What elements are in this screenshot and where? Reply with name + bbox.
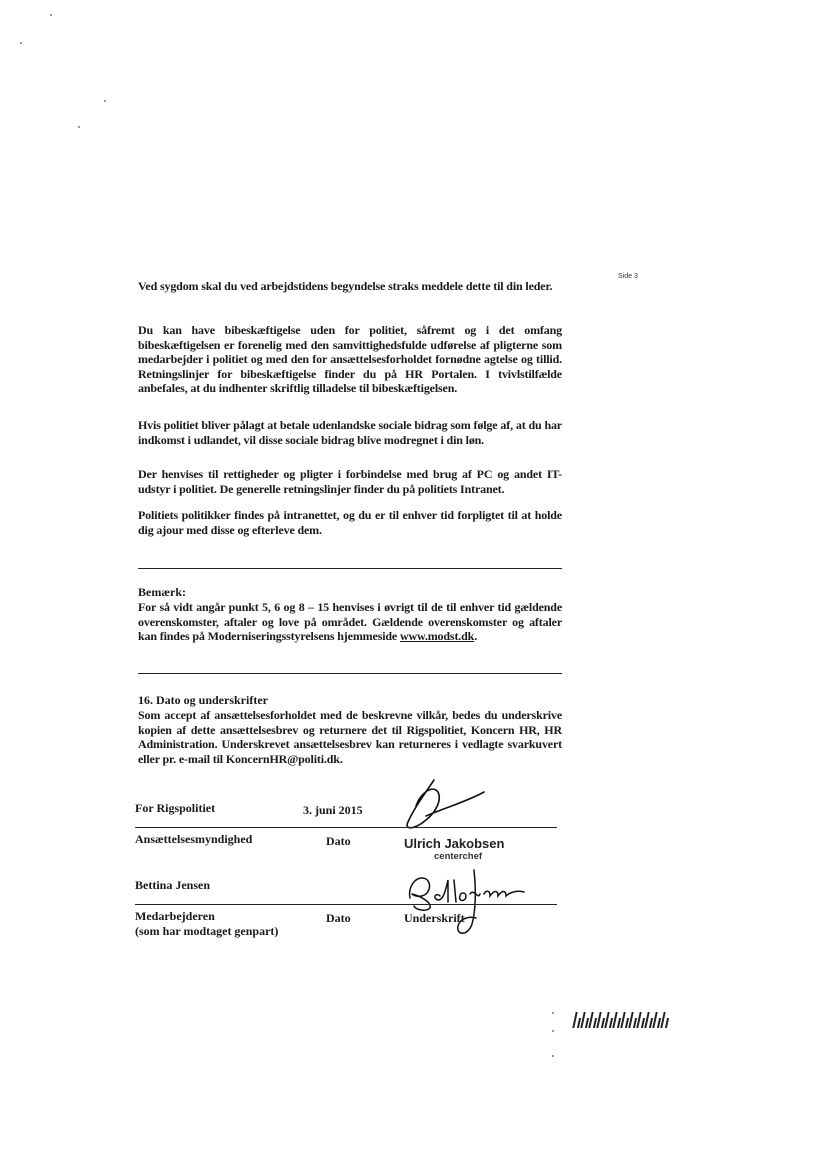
paragraph-sickness: Ved sygdom skal du ved arbejdstidens begyndelse straks meddele dette til din leder.: [138, 279, 553, 293]
divider: [138, 673, 562, 674]
scan-speck: [552, 1030, 554, 1032]
note-text: [138, 600, 562, 644]
note-body: For så vidt angår punkt 5, 6 og 8 – 15 henvises i øvrigt til de til enhver tid gældende overenskomster, aftaler og love på området. Gældende overenskomster og aftaler kan findes på Moderniseringsstyrelsens hjemmeside: [138, 600, 562, 643]
employee-role-note: (som har modtaget genpart): [135, 924, 279, 938]
scan-speck: [104, 100, 106, 102]
employer-date-label: Dato: [326, 834, 351, 848]
page-number: Side 3: [618, 273, 638, 280]
employee-date-label: Dato: [326, 911, 351, 925]
employee-signature-label: Underskrift: [404, 911, 465, 925]
employer-name: For Rigspolitiet: [135, 801, 216, 815]
paragraph-social-contributions: Hvis politiet bliver pålagt at betale udenlandske sociale bidrag som følge af, at du har indkomst i udlandet, vil disse sociale bidrag blive modregnet i din løn.: [138, 418, 562, 447]
note-link-suffix: .: [474, 629, 478, 643]
barcode-stroke: [665, 1018, 669, 1028]
scan-speck: [552, 1012, 554, 1014]
employer-date: 3. juni 2015: [303, 803, 363, 817]
scan-speck: [78, 126, 80, 128]
note-heading: Bemærk:: [138, 585, 186, 599]
barcode-icon: [574, 1012, 674, 1030]
section-16-heading: 16. Dato og underskrifter: [138, 693, 268, 707]
modst-link[interactable]: www.modst.dk: [399, 629, 475, 643]
employer-role-label: Ansættelsesmyndighed: [135, 832, 253, 846]
employee-role-label: Medarbejderen: [135, 909, 215, 923]
employer-signature-line: [135, 827, 557, 828]
employee-signature-line: [135, 904, 557, 905]
paragraph-it-equipment: Der henvises til rettigheder og pligter i forbindelse med brug af PC og andet IT-udstyr i politiet. De generelle retningslinjer finder du på politiets Intranet.: [138, 467, 562, 496]
section-16-text: Som accept af ansættelsesforholdet med de beskrevne vilkår, bedes du underskrive kopien af dette ansættelsesbrev og returnere det til Rigspolitiet, Koncern HR, HR Administration. Underskrevet ansættelsesbrev kan returneres i vedlagte svarkuvert eller pr. e-mail til KoncernHR@politi.dk.: [138, 708, 562, 766]
employer-stamp-name: Ulrich Jakobsen: [404, 836, 505, 851]
paragraph-side-employment: Du kan have bibeskæftigelse uden for politiet, såfremt og i det omfang bibeskæftigelsen er forenelig med den samvittighedsfulde udførelse af pligterne som medarbejder i politiet og med den for ansættelsesforholdet fornødne agtelse og tillid. Retningslinjer for bibeskæftigelse finder du på HR Portalen. I tvivlstilfælde anbefales, at du indhenter skriftlig tilladelse til bibeskæftigelsen.: [138, 323, 562, 395]
employee-name: Bettina Jensen: [135, 878, 210, 892]
paragraph-policies: Politiets politikker findes på intranettet, og du er til enhver tid forpligtet til at holde dig ajour med disse og efterleve dem.: [138, 508, 562, 537]
scan-speck: [50, 14, 52, 16]
employer-stamp-title: centerchef: [434, 851, 483, 862]
scan-speck: [552, 1055, 554, 1057]
divider: [138, 568, 562, 569]
scan-speck: [20, 42, 22, 44]
